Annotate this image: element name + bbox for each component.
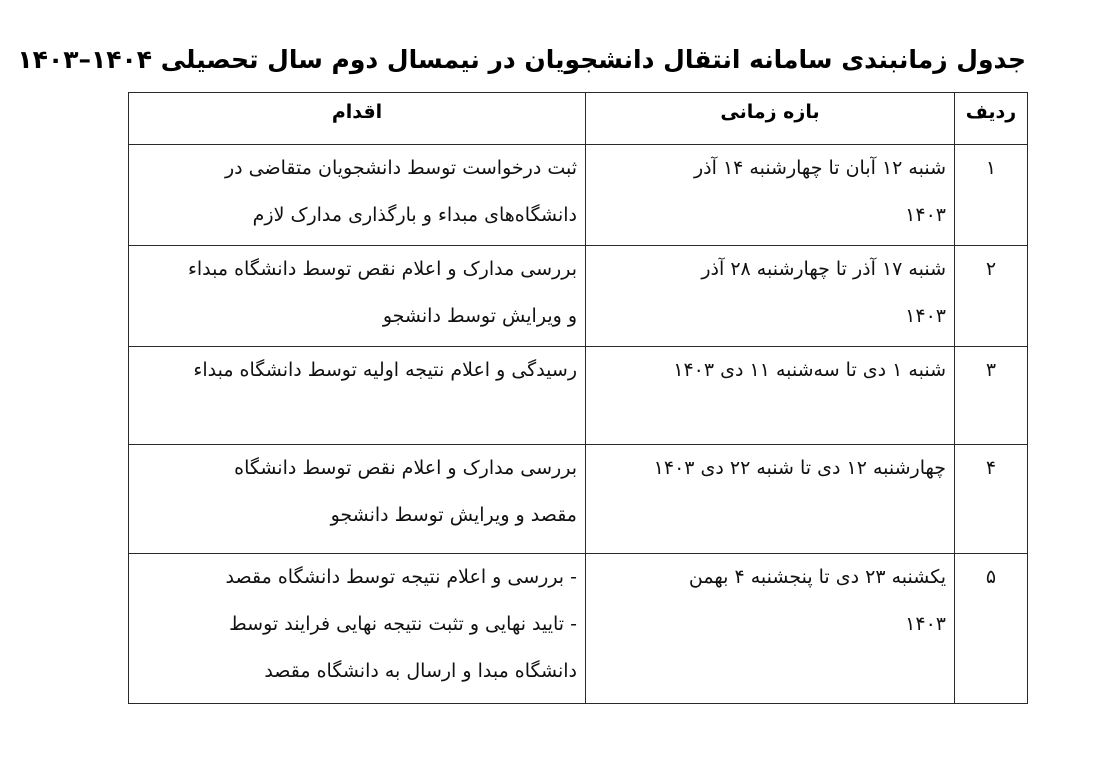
action-cell	[129, 554, 586, 704]
header-time-period: بازه زمانی	[586, 93, 955, 145]
transfer-schedule-table	[128, 92, 1028, 704]
time-period-cell	[586, 347, 955, 445]
action-line: مقصد و ویرایش توسط دانشجو	[330, 504, 577, 526]
action-line: - تایید نهایی و تثبت نتیجه نهایی فرایند توسط	[229, 613, 577, 635]
action-cell	[129, 445, 586, 554]
table-row	[129, 445, 1028, 554]
time-period-line: چهارشنبه ۱۲ دی تا شنبه ۲۲ دی ۱۴۰۳	[653, 457, 946, 479]
action-line: - بررسی و اعلام نتیجه توسط دانشگاه مقصد	[225, 566, 577, 588]
time-period-line: ۱۴۰۳	[905, 204, 946, 226]
table-row	[129, 554, 1028, 704]
time-period-cell	[586, 145, 955, 246]
time-period-cell	[586, 246, 955, 347]
action-line: دانشگاه مبدا و ارسال به دانشگاه مقصد	[264, 660, 577, 682]
action-cell	[129, 145, 586, 246]
action-line: ثبت درخواست توسط دانشجویان متقاضی در	[225, 157, 577, 179]
action-line: و ویرایش توسط دانشجو	[382, 305, 577, 327]
row-number: ۱	[955, 145, 1028, 246]
document-title: جدول زمانبندی سامانه انتقال دانشجویان در نیمسال دوم سال تحصیلی ۱۴۰۴–۱۴۰۳	[17, 45, 1026, 74]
time-period-line: شنبه ۱۷ آذر تا چهارشنبه ۲۸ آذر	[701, 258, 946, 280]
time-period-line: ۱۴۰۳	[905, 613, 946, 635]
row-number: ۲	[955, 246, 1028, 347]
action-line: بررسی مدارک و اعلام نقص توسط دانشگاه	[234, 457, 577, 479]
row-number: ۵	[955, 554, 1028, 704]
table-row	[129, 145, 1028, 246]
header-row-number: ردیف	[955, 93, 1028, 145]
action-line: بررسی مدارک و اعلام نقص توسط دانشگاه مبداء	[187, 258, 577, 280]
action-cell	[129, 246, 586, 347]
action-line: دانشگاه‌های مبداء و بارگذاری مدارک لازم	[252, 204, 577, 226]
time-period-line: ۱۴۰۳	[905, 305, 946, 327]
table-row	[129, 347, 1028, 445]
time-period-line: شنبه ۱۲ آبان تا چهارشنبه ۱۴ آذر	[693, 157, 946, 179]
time-period-cell	[586, 445, 955, 554]
action-cell	[129, 347, 586, 445]
header-action: اقدام	[129, 93, 586, 145]
table-header-row	[129, 93, 1028, 145]
row-number: ۳	[955, 347, 1028, 445]
time-period-line: یکشنبه ۲۳ دی تا پنجشنبه ۴ بهمن	[688, 566, 946, 588]
time-period-line: شنبه ۱ دی تا سه‌شنبه ۱۱ دی ۱۴۰۳	[673, 359, 946, 381]
row-number: ۴	[955, 445, 1028, 554]
table-row	[129, 246, 1028, 347]
action-line: رسیدگی و اعلام نتیجه اولیه توسط دانشگاه مبداء	[193, 359, 577, 381]
time-period-cell	[586, 554, 955, 704]
